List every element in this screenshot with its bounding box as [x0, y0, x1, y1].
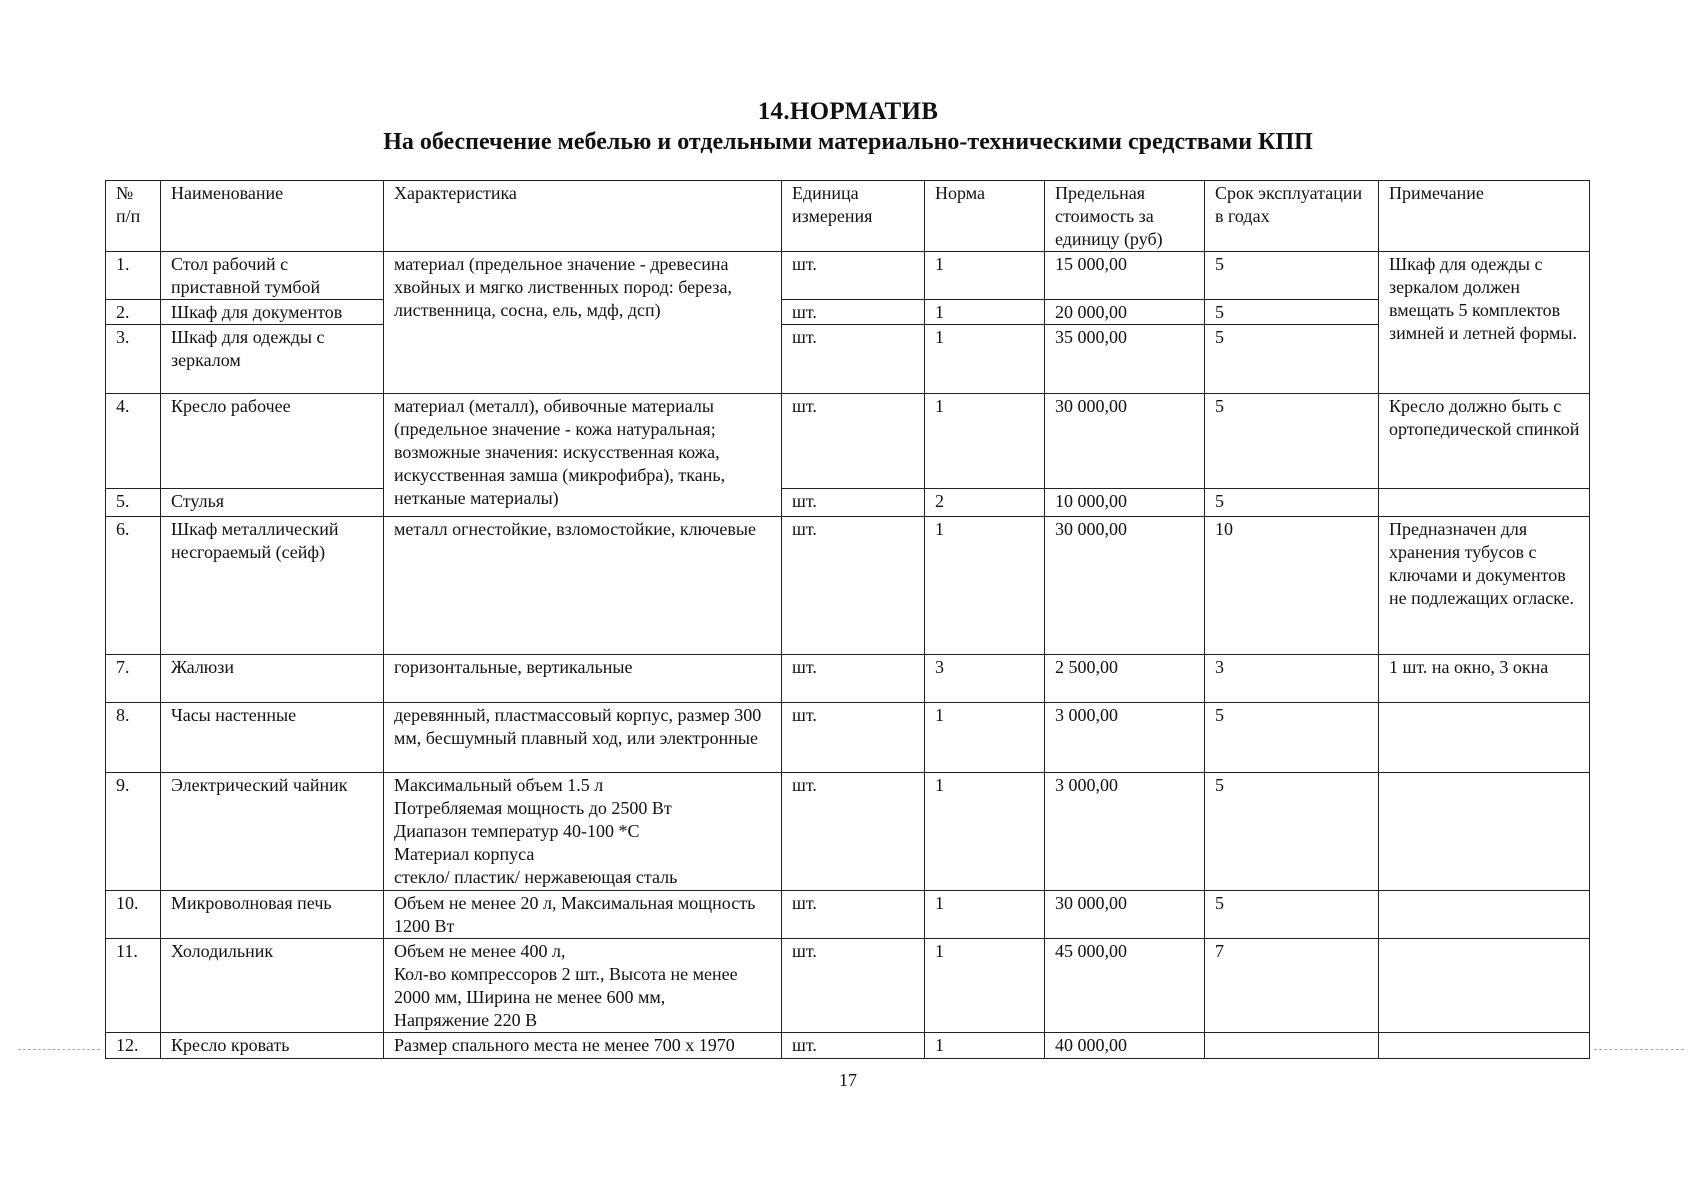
row-spec: горизонтальные, вертикальные [384, 655, 782, 703]
table-row [106, 1033, 1590, 1059]
row-unit: шт. [782, 517, 925, 655]
row-norm: 1 [925, 325, 1045, 394]
row-unit: шт. [782, 891, 925, 939]
row-spec: Размер спального места не менее 700 х 1970 [384, 1033, 782, 1059]
row-name: Микроволновая печь [161, 891, 384, 939]
row-name: Стол рабочий с приставной тумбой [161, 252, 384, 300]
spec-line: Материал корпуса [394, 844, 535, 864]
table-row [106, 773, 1590, 891]
table-row [106, 394, 1590, 489]
row-norm: 1 [925, 773, 1045, 891]
row-unit: шт. [782, 655, 925, 703]
row-norm: 1 [925, 252, 1045, 300]
table-row [106, 655, 1590, 703]
row-note-group-1-3: Шкаф для одежды с зеркалом должен вмещать 5 комплектов зимней и летней формы. [1379, 252, 1590, 394]
row-term: 7 [1205, 939, 1379, 1033]
table-row [106, 939, 1590, 1033]
row-num: 11. [106, 939, 161, 1033]
row-num: 5. [106, 489, 161, 517]
row-note [1379, 939, 1590, 1033]
document-title: 14.НОРМАТИВ [757, 98, 939, 125]
row-note [1379, 703, 1590, 773]
row-unit: шт. [782, 300, 925, 325]
row-norm: 1 [925, 703, 1045, 773]
row-spec: Объем не менее 20 л, Максимальная мощность 1200 Вт [384, 891, 782, 939]
row-spec: деревянный, пластмассовый корпус, размер 300 мм, бесшумный плавный ход, или электронные [384, 703, 782, 773]
row-price: 40 000,00 [1045, 1033, 1205, 1059]
row-note: Кресло должно быть с ортопедической спинкой [1379, 394, 1590, 489]
table-row [106, 703, 1590, 773]
page-break-line-right [1594, 1049, 1684, 1050]
row-note [1379, 891, 1590, 939]
header-norm: Норма [925, 181, 1045, 252]
header-note: Примечание [1379, 181, 1590, 252]
row-unit: шт. [782, 939, 925, 1033]
row-term: 5 [1205, 252, 1379, 300]
row-term: 5 [1205, 394, 1379, 489]
row-num: 2. [106, 300, 161, 325]
row-unit: шт. [782, 325, 925, 394]
row-price: 15 000,00 [1045, 252, 1205, 300]
table-row [106, 252, 1590, 300]
header-price: Предельная стоимость за единицу (руб) [1045, 181, 1205, 252]
page-break-line-left [18, 1049, 100, 1050]
spec-line: Напряжение 220 В [394, 1010, 538, 1030]
row-unit: шт. [782, 1033, 925, 1059]
row-name: Шкаф для одежды с зеркалом [161, 325, 384, 394]
row-norm: 3 [925, 655, 1045, 703]
spec-line: Диапазон температур 40-100 *С [394, 821, 640, 841]
row-num: 10. [106, 891, 161, 939]
row-term: 5 [1205, 489, 1379, 517]
header-spec: Характеристика [384, 181, 782, 252]
row-term: 10 [1205, 517, 1379, 655]
row-price: 30 000,00 [1045, 891, 1205, 939]
table-row [106, 489, 1590, 517]
row-norm: 1 [925, 517, 1045, 655]
row-note [1379, 1033, 1590, 1059]
spec-line: Кол-во компрессоров 2 шт., Высота не менее 2000 мм, Ширина не менее 600 мм, [394, 964, 738, 1007]
row-name: Электрический чайник [161, 773, 384, 891]
spec-line: Максимальный объем 1.5 л [394, 775, 604, 795]
row-norm: 1 [925, 939, 1045, 1033]
row-name: Шкаф для документов [161, 300, 384, 325]
row-term: 5 [1205, 325, 1379, 394]
header-name: Наименование [161, 181, 384, 252]
row-price: 35 000,00 [1045, 325, 1205, 394]
row-name: Шкаф металлический несгораемый (сейф) [161, 517, 384, 655]
row-norm: 1 [925, 891, 1045, 939]
row-num: 3. [106, 325, 161, 394]
row-num: 9. [106, 773, 161, 891]
row-name: Кресло рабочее [161, 394, 384, 489]
row-note [1379, 489, 1590, 517]
row-term: 5 [1205, 703, 1379, 773]
table-row [106, 300, 1590, 325]
row-note: 1 шт. на окно, 3 окна [1379, 655, 1590, 703]
row-note [1379, 773, 1590, 891]
header-term: Срок эксплуатации в годах [1205, 181, 1379, 252]
row-norm: 1 [925, 300, 1045, 325]
row-name: Кресло кровать [161, 1033, 384, 1059]
row-spec-group-1-3: материал (предельное значение - древесина хвойных и мягко лиственных пород: береза, лиственница, сосна, ель, мдф, дсп) [384, 252, 782, 394]
row-num: 7. [106, 655, 161, 703]
row-unit: шт. [782, 394, 925, 489]
table-row [106, 325, 1590, 394]
row-spec [384, 773, 782, 891]
row-name: Стулья [161, 489, 384, 517]
row-unit: шт. [782, 252, 925, 300]
row-term [1205, 1033, 1379, 1059]
row-spec-group-4-5: материал (металл), обивочные материалы (предельное значение - кожа натуральная; возможные значения: искусственная кожа, искусственная замша (микрофибра), ткань, нетканые материалы) [384, 394, 782, 517]
norm-table [105, 180, 1590, 1059]
row-price: 2 500,00 [1045, 655, 1205, 703]
table-header-row [106, 181, 1590, 252]
row-name: Жалюзи [161, 655, 384, 703]
row-price: 20 000,00 [1045, 300, 1205, 325]
table-row [106, 517, 1590, 655]
page-number: 17 [839, 1070, 857, 1090]
row-spec [384, 939, 782, 1033]
row-name: Часы настенные [161, 703, 384, 773]
header-unit: Единица измерения [782, 181, 925, 252]
row-price: 30 000,00 [1045, 394, 1205, 489]
row-norm: 1 [925, 1033, 1045, 1059]
row-unit: шт. [782, 703, 925, 773]
row-unit: шт. [782, 489, 925, 517]
row-term: 5 [1205, 891, 1379, 939]
row-num: 12. [106, 1033, 161, 1059]
row-price: 3 000,00 [1045, 773, 1205, 891]
row-num: 8. [106, 703, 161, 773]
row-num: 1. [106, 252, 161, 300]
row-unit: шт. [782, 773, 925, 891]
spec-line: Потребляемая мощность до 2500 Вт [394, 798, 672, 818]
spec-line: Объем не менее 400 л, [394, 941, 566, 961]
row-norm: 1 [925, 394, 1045, 489]
row-spec: металл огнестойкие, взломостойкие, ключевые [384, 517, 782, 655]
table-row [106, 891, 1590, 939]
row-price: 10 000,00 [1045, 489, 1205, 517]
header-num: № п/п [106, 181, 161, 252]
row-term: 5 [1205, 300, 1379, 325]
row-term: 5 [1205, 773, 1379, 891]
row-price: 30 000,00 [1045, 517, 1205, 655]
row-note: Предназначен для хранения тубусов с ключами и документов не подлежащих огласке. [1379, 517, 1590, 655]
row-num: 6. [106, 517, 161, 655]
row-name: Холодильник [161, 939, 384, 1033]
spec-line: стекло/ пластик/ нержавеющая сталь [394, 867, 678, 887]
row-num: 4. [106, 394, 161, 489]
row-term: 3 [1205, 655, 1379, 703]
document-subtitle: На обеспечение мебелью и отдельными материально-техническими средствами КПП [383, 129, 1313, 155]
row-norm: 2 [925, 489, 1045, 517]
row-price: 45 000,00 [1045, 939, 1205, 1033]
row-price: 3 000,00 [1045, 703, 1205, 773]
